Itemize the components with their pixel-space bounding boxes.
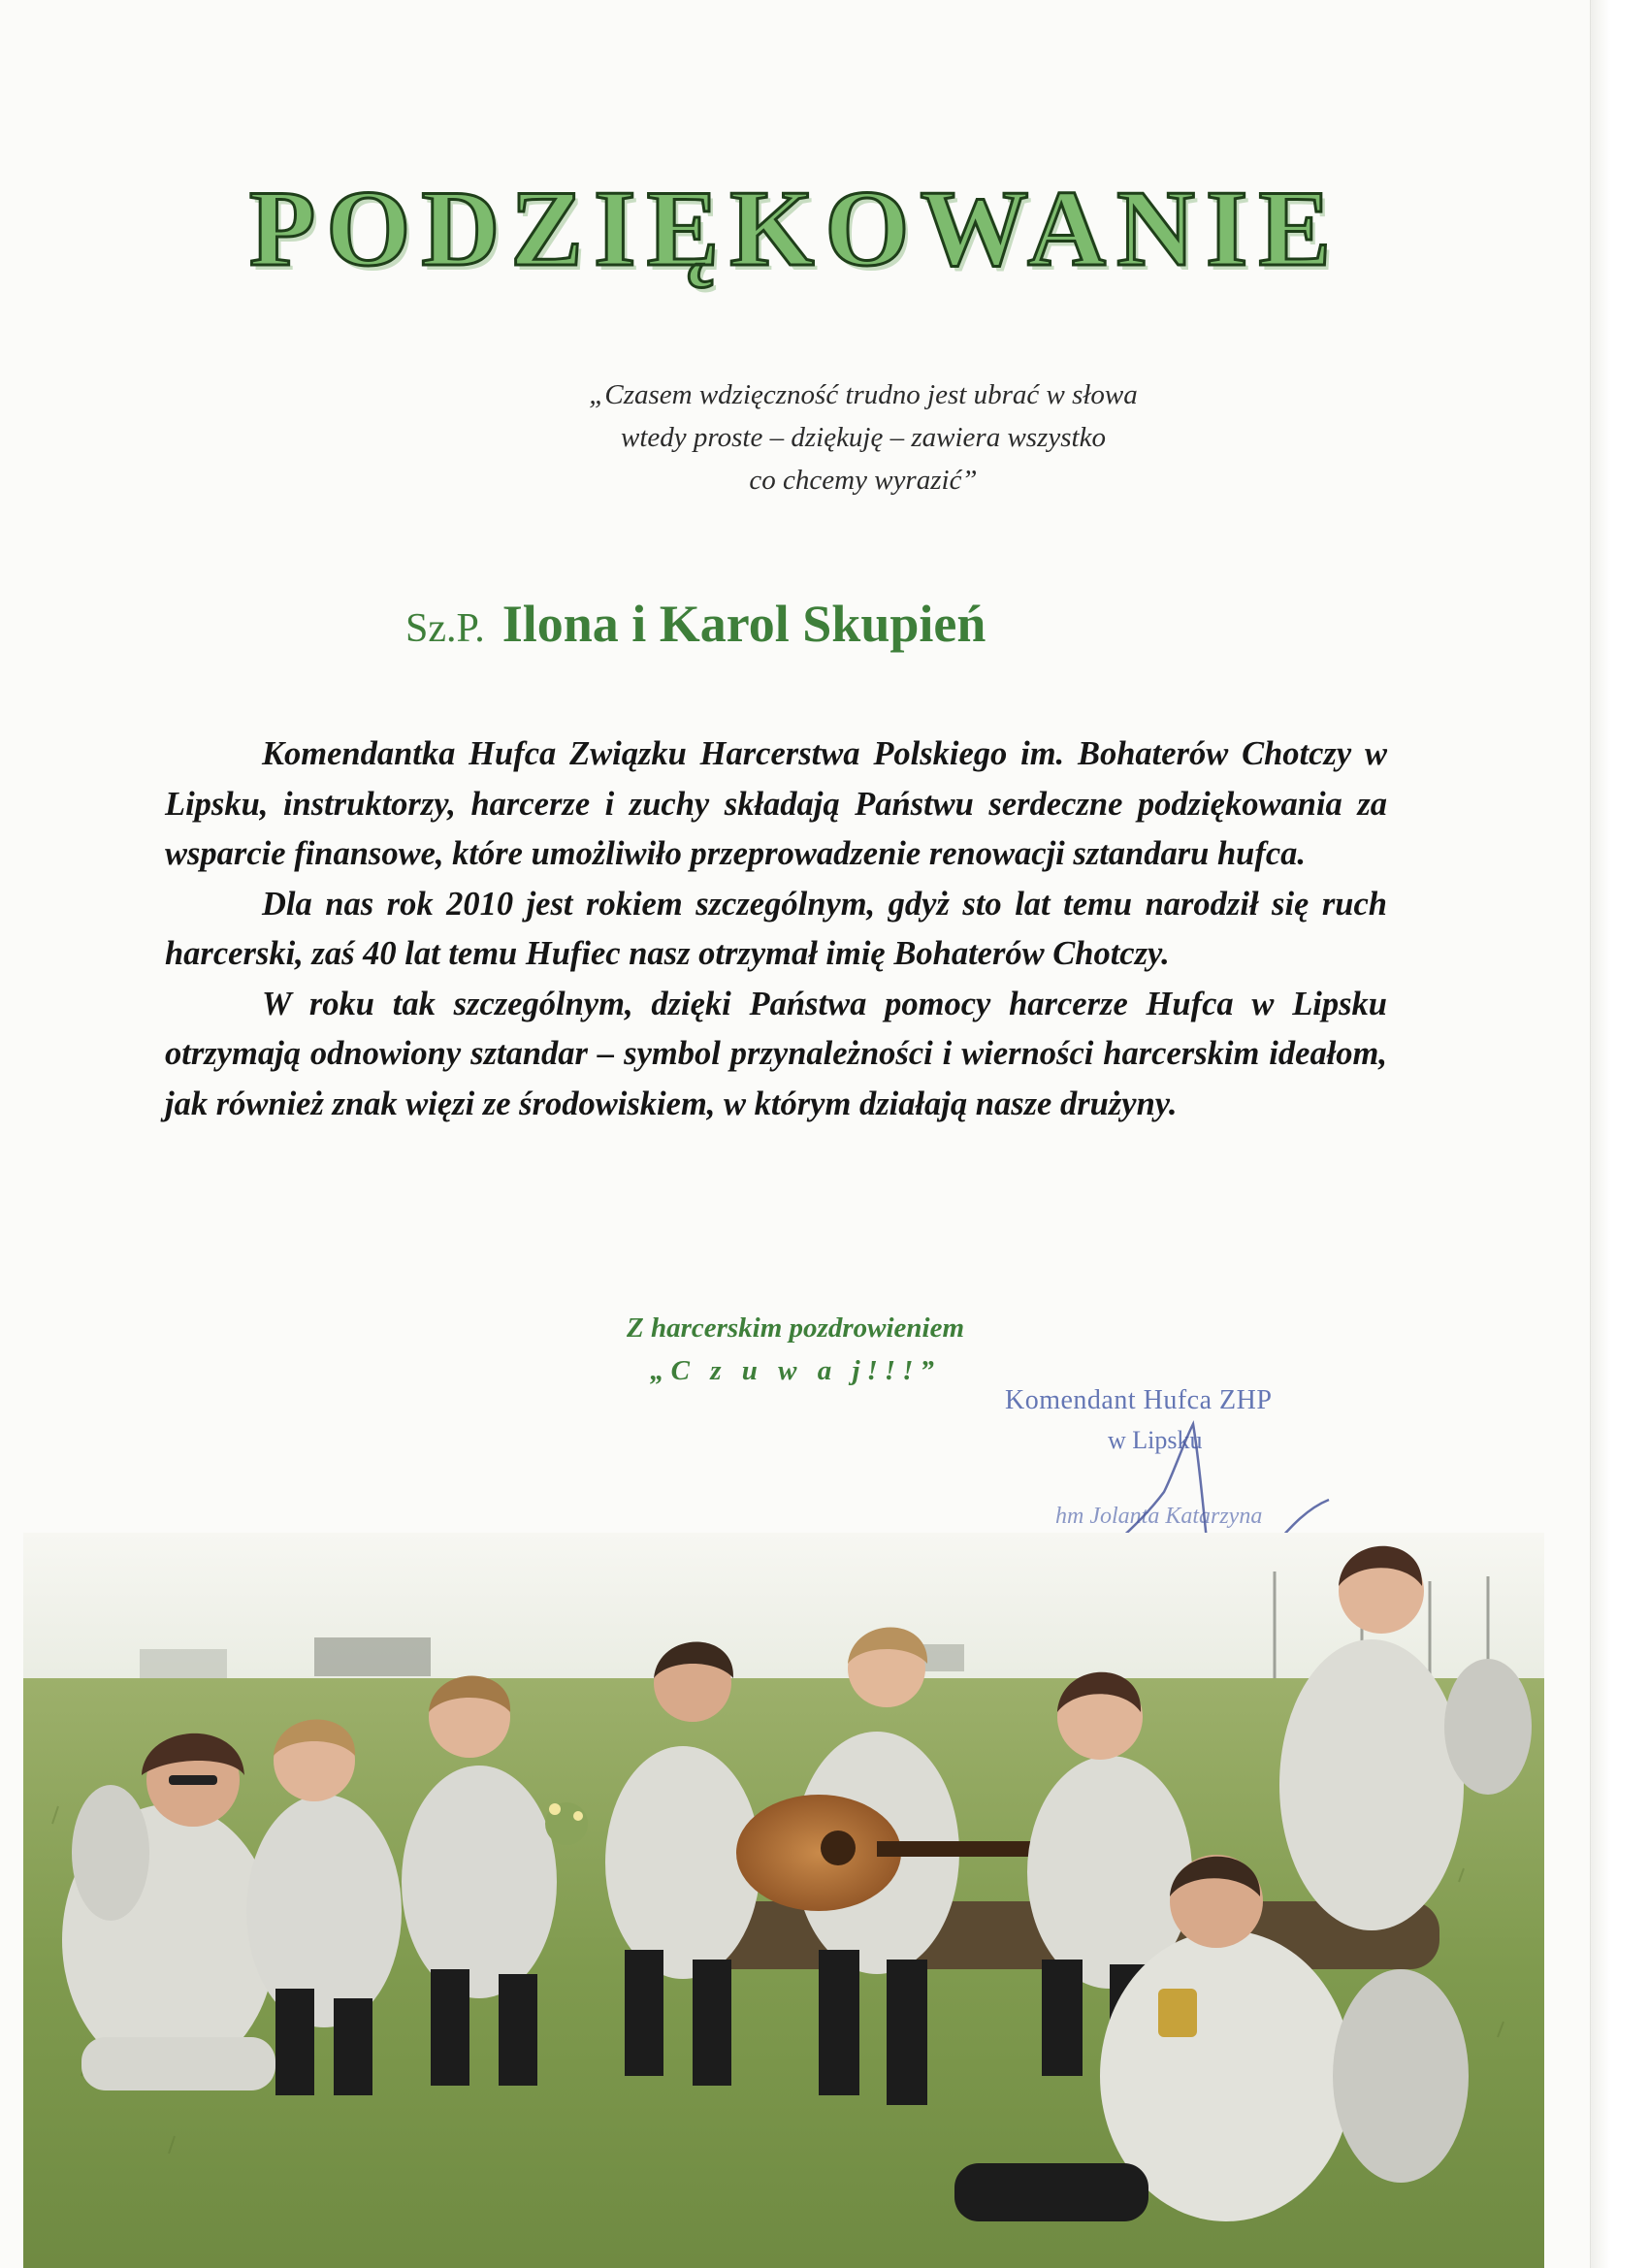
recipient-honorific: Sz.P. xyxy=(405,606,485,651)
motto-line: wtedy proste – dziękuję – zawiera wszystko xyxy=(621,422,1106,453)
recipient-line xyxy=(405,594,986,654)
scouts-photo-illustration xyxy=(23,1533,1544,2268)
body-paragraph: Komendantka Hufca Związku Harcerstwa Polskiego im. Bohaterów Chotczy w Lipsku, instruktorzy, harcerze i zuchy składają Państwu serdeczne podziękowania za wsparcie finansowe, które umożliwiło przeprowadzenie renowacji sztandaru hufca. xyxy=(165,735,1387,872)
document-title: PODZIĘKOWANIE xyxy=(248,169,1342,289)
motto-quote xyxy=(543,373,1183,502)
motto-line: „Czasem wdzięczność trudno jest ubrać w słowa xyxy=(589,379,1138,410)
stamp-location: w Lipsku xyxy=(1108,1426,1203,1454)
scout-hat xyxy=(1333,1969,1469,2183)
motto-line: co chcemy wyrazić” xyxy=(749,465,978,496)
closing-greeting xyxy=(485,1307,1106,1392)
greeting-line: Z harcerskim pozdrowieniem xyxy=(626,1312,964,1344)
scouts-photo xyxy=(23,1533,1544,2268)
letter-body xyxy=(165,729,1387,1129)
scout-hat xyxy=(1444,1659,1532,1795)
recipient-names: Ilona i Karol Skupień xyxy=(501,595,986,653)
stamp-title: Komendant Hufca ZHP xyxy=(1005,1385,1273,1415)
sky xyxy=(23,1533,1544,1688)
body-paragraph: Dla nas rok 2010 jest rokiem szczególnym, gdyż sto lat temu narodził się ruch harcerski, zaś 40 lat temu Hufiec nasz otrzymał imię Bohaterów Chotczy. xyxy=(165,885,1387,972)
svg-text:hm Jolanta Katarzyna: hm Jolanta Katarzyna xyxy=(1055,1504,1263,1529)
scout-motto: „C z u w a j!!!” xyxy=(650,1355,941,1386)
scan-edge xyxy=(1590,0,1649,2268)
wildflower-bouquet xyxy=(545,1802,588,1845)
body-paragraph: W roku tak szczególnym, dzięki Państwa pomocy harcerze Hufca w Lipsku otrzymają odnowiony sztandar – symbol przynależności i wierności harcerskim ideałom, jak również znak więzi ze środowiskiem, w którym działają nasze drużyny. xyxy=(165,985,1387,1122)
scout-badge xyxy=(1158,1989,1197,2037)
